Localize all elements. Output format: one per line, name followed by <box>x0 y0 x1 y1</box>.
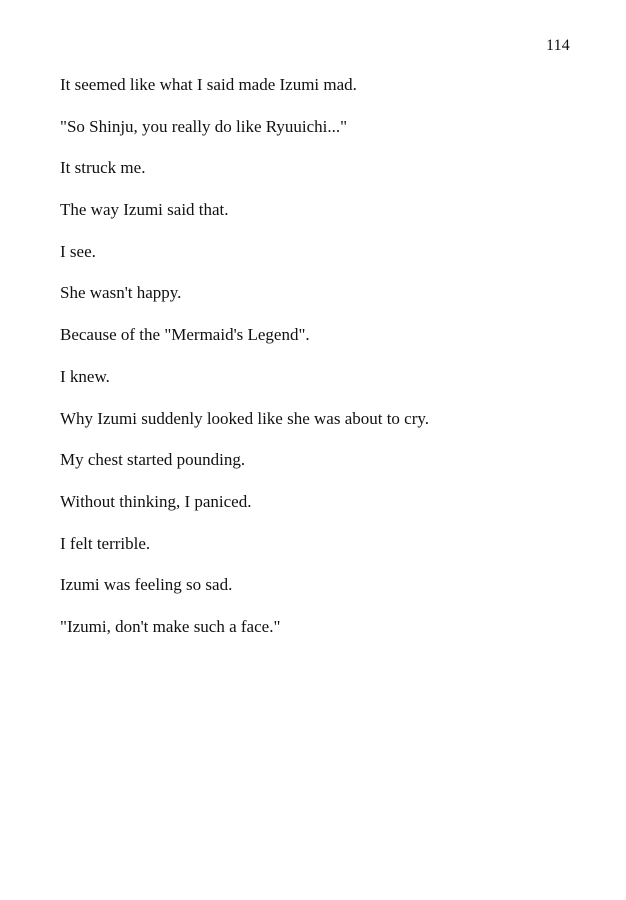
text-line: Why Izumi suddenly looked like she was about to cry. <box>60 408 430 428</box>
text-line: Without thinking, I paniced. <box>60 491 252 511</box>
text-line: I knew. <box>60 366 110 386</box>
text-line: I see. <box>60 241 96 261</box>
text-line: Izumi was feeling so sad. <box>60 575 233 595</box>
text-line: I felt terrible. <box>60 533 151 553</box>
text-line: My chest started pounding. <box>60 450 246 470</box>
body-text <box>60 74 580 658</box>
text-line: It struck me. <box>60 158 146 178</box>
text-line: She wasn't happy. <box>60 283 182 303</box>
text-line: It seemed like what I said made Izumi mad. <box>60 75 357 94</box>
text-line: The way Izumi said that. <box>60 200 229 220</box>
text-line: "So Shinju, you really do like Ryuuichi..." <box>60 116 348 136</box>
text-line: Because of the "Mermaid's Legend". <box>60 325 310 345</box>
text-line: "Izumi, don't make such a face." <box>60 616 281 636</box>
page-number: 114 <box>545 37 570 54</box>
